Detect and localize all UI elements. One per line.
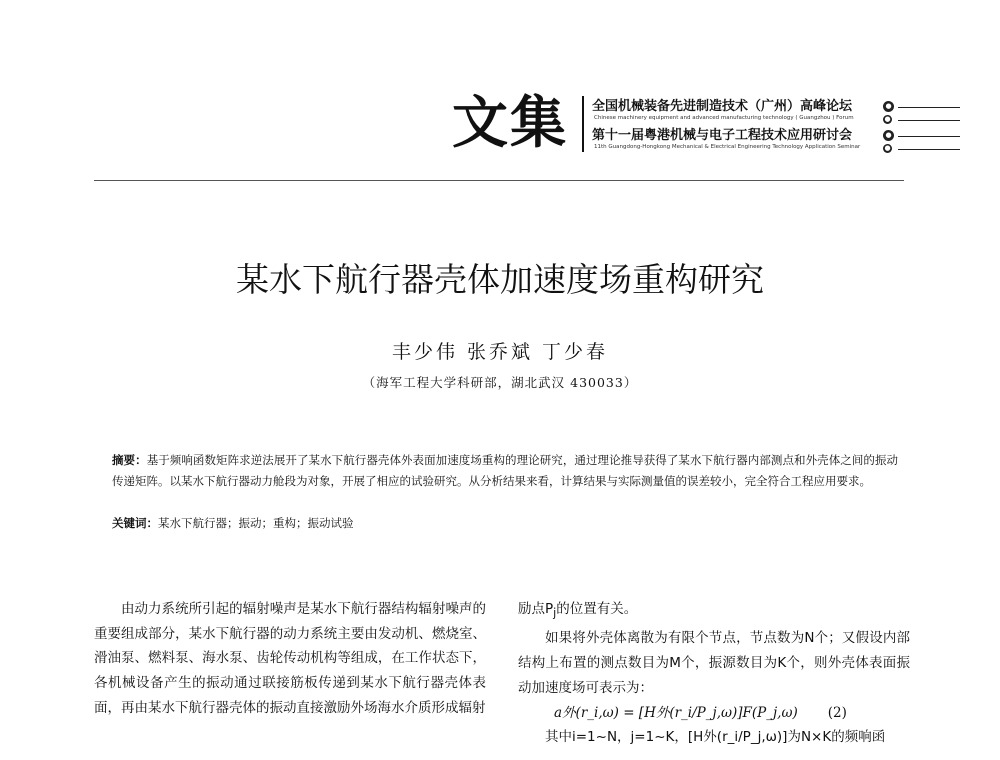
keywords-text: 某水下航行器；振动；重构；振动试验 xyxy=(158,516,354,530)
forum-line xyxy=(898,149,960,150)
abstract-label: 摘要： xyxy=(112,453,147,467)
body-paragraph-continued: 励点$P_j$的位置有关。 xyxy=(518,601,638,620)
proceedings-logo: 文集 xyxy=(452,90,568,156)
forum-bullet-icon: ● xyxy=(883,101,894,112)
forum-title-2: 第十一届粤港机械与电子工程技术应用研讨会 xyxy=(592,128,853,143)
paper-authors: 丰少伟 张乔斌 丁少春 xyxy=(391,341,609,363)
paper-affiliation: （海军工程大学科研部，湖北武汉 430033） xyxy=(362,375,638,390)
equation-2 xyxy=(518,701,910,726)
keywords xyxy=(112,513,898,534)
forum-subtitle-1: Chinese machinery equipment and advanced manufacturing technology ( Guangzhou ) Forum xyxy=(594,115,854,121)
header-divider-vertical xyxy=(582,96,584,152)
forum-bullet-icon: ● xyxy=(883,130,894,141)
body-column-right xyxy=(518,597,910,750)
body-paragraph: 如果将外壳体离散为有限个节点，节点数为N个；又假设内部结构上布置的测点数目为M个，振源数目为K个，则外壳体表面振动加速度场可表示为： xyxy=(518,630,910,696)
forum-line xyxy=(898,136,960,137)
header-rule xyxy=(94,180,904,181)
keywords-label: 关键词： xyxy=(112,516,158,530)
abstract xyxy=(112,450,898,492)
forum-line xyxy=(898,107,960,108)
body-paragraph: 其中i=1~N，j=1~K，[H外(r_i/P_j,ω)]为N×K的频响函 xyxy=(545,729,886,746)
equation-body: a外(r_i,ω) = [H外(r_i/P_j,ω)]F(P_j,ω) xyxy=(554,704,798,721)
forum-line xyxy=(898,120,960,121)
paper-title: 某水下航行器壳体加速度场重构研究 xyxy=(236,260,764,299)
abstract-text: 基于频响函数矩阵求逆法展开了某水下航行器壳体外表面加速度场重构的理论研究，通过理论推导获得了某水下航行器内部测点和外壳体之间的振动传递矩阵。以某水下航行器动力舱段为对象，开展了相应的试验研究。从分析结果来看，计算结果与实际测量值的误差较小，完全符合工程应用要求。 xyxy=(112,453,899,488)
body-paragraph: 由动力系统所引起的辐射噪声是某水下航行器结构辐射噪声的重要组成部分，某水下航行器的动力系统主要由发动机、燃烧室、滑油泵、燃料泵、海水泵、齿轮传动机构等组成，在工作状态下，各机械设备产生的振动通过联接筋板传递到某水下航行器壳体表面，再由某水下航行器壳体的振动直接激励外场海水介质形成辐射 xyxy=(94,601,486,716)
body-column-left xyxy=(94,597,486,721)
forum-title-1: 全国机械装备先进制造技术（广州）高峰论坛 xyxy=(592,99,853,114)
forum-bullet-icon: ● xyxy=(884,115,891,123)
equation-number: (2) xyxy=(827,704,847,721)
forum-bullet-icon: ● xyxy=(884,144,891,152)
forum-subtitle-2: 11th Guangdong-Hongkong Mechanical & Electrical Engineering Technology Application Seminar xyxy=(594,144,861,150)
